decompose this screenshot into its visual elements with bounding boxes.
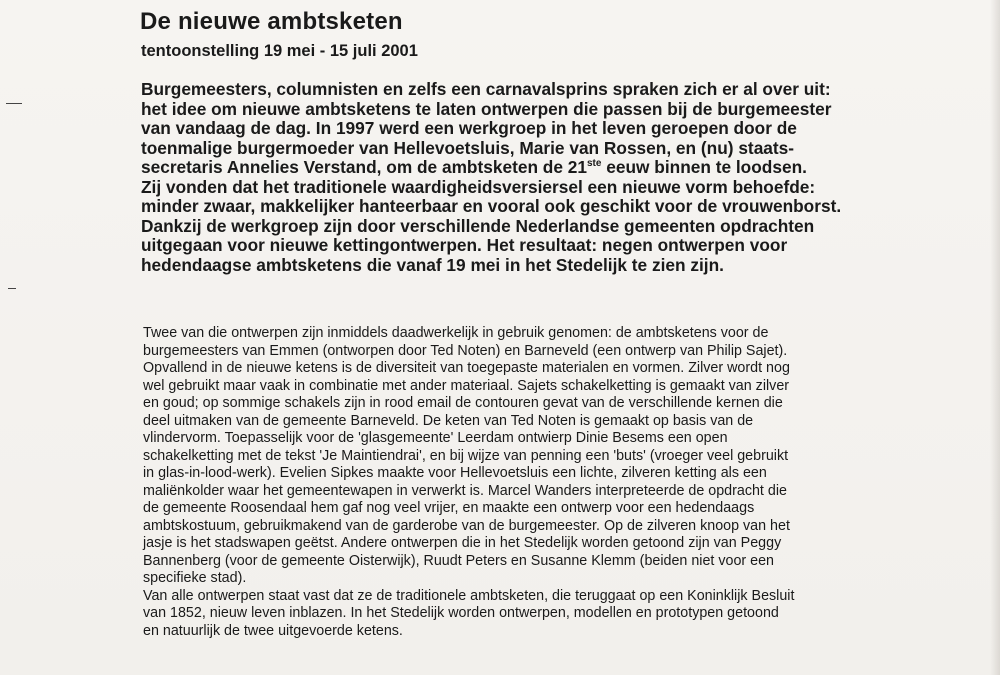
- body-line: burgemeesters van Emmen (ontworpen door Ted Noten) en Barneveld (een ontwerp van Philip Sajet).: [143, 342, 788, 359]
- lead-line: Dankzij de werkgroep zijn door verschillende Nederlandse gemeenten opdrachten: [141, 215, 815, 236]
- body-line: Twee van die ontwerpen zijn inmiddels daadwerkelijk in gebruik genomen: de ambtsketens voor de: [143, 325, 769, 341]
- body-line: deel uitmaken van de gemeente Barneveld. De keten van Ted Noten is gemaakt op basis van de: [143, 412, 754, 429]
- margin-mark: [6, 103, 22, 104]
- lead-line: [141, 158, 986, 178]
- lead-line-part: eeuw binnen te loodsen.: [601, 157, 807, 177]
- body-line: de gemeente Roosendaal hem gaf nog veel vrijer, en maakte een ontwerp voor een hedendaags: [143, 500, 755, 516]
- body-line: ambtskostuum, gebruikmakend van de garderobe van de burgemeester. Op de zilveren knoop van het: [143, 517, 790, 534]
- lead-line: hedendaagse ambtsketens die vanaf 19 mei in het Stedelijk te zien zijn.: [141, 254, 724, 275]
- lead-line: Zij vonden dat het traditionele waardigheidsversiersel een nieuwe vorm behoefde:: [141, 176, 816, 197]
- ordinal-suffix: ste: [587, 158, 602, 170]
- lead-line: toenmalige burgermoeder van Hellevoetsluis, Marie van Rossen, en (nu) staats-: [141, 137, 795, 158]
- body-line: wel gebruikt maar vaak in combinatie met ander materiaal. Sajets schakelketting is gemaakt van zilver: [143, 377, 790, 394]
- lead-line: het idee om nieuwe ambtsketens te laten ontwerpen die passen bij de burgemeester: [141, 98, 832, 119]
- body-line: en goud; op sommige schakels zijn in rood email de contouren gevat van de verschillende kernen die: [143, 395, 783, 411]
- body-line: en natuurlijk de twee uitgevoerde ketens.: [143, 622, 403, 639]
- body-line: maliënkolder waar het gemeentewapen in verwerkt is. Marcel Wanders interpreteerde de opdracht die: [143, 482, 787, 499]
- body-line: Van alle ontwerpen staat vast dat ze de traditionele ambtsketen, die teruggaat op een Koninklijk Besluit: [143, 587, 795, 604]
- body-line: Bannenberg (voor de gemeente Oisterwijk), Ruudt Peters en Susanne Klemm (beiden niet voor een: [143, 552, 775, 569]
- lead-paragraph: [141, 80, 986, 275]
- lead-line: uitgegaan voor nieuwe kettingontwerpen. Het resultaat: negen ontwerpen voor: [141, 235, 788, 255]
- lead-line: minder zwaar, makkelijker hanteerbaar en vooral ook geschikt voor de vrouwenborst.: [141, 196, 842, 216]
- lead-line-part: secretaris Annelies Verstand, om de ambtsketen de 21: [141, 157, 587, 177]
- document-subtitle: tentoonstelling 19 mei - 15 juli 2001: [141, 42, 418, 60]
- body-line: specifieke stad).: [143, 570, 247, 586]
- document-title: De nieuwe ambtsketen: [140, 8, 403, 35]
- body-line: jasje is het stadswapen geëtst. Andere ontwerpen die in het Stedelijk worden getoond zijn van Peggy: [143, 535, 782, 551]
- body-line: van 1852, nieuw leven inblazen. In het Stedelijk worden ontwerpen, modellen en prototypen getoond: [143, 605, 779, 621]
- body-line: Opvallend in de nieuwe ketens is de diversiteit van toegepaste materialen en vormen. Zilver wordt nog: [143, 360, 790, 376]
- lead-line: van vandaag de dag. In 1997 werd een werkgroep in het leven geroepen door de: [141, 118, 797, 138]
- lead-line: Burgemeesters, columnisten en zelfs een carnavalsprins spraken zich er al over uit:: [141, 79, 831, 99]
- page-edge-shadow: [990, 0, 1000, 675]
- body-line: schakelketting met de tekst 'Je Maintiendrai', en bij wijze van penning een 'buts' (vroeger veel gebruikt: [143, 447, 789, 464]
- body-line: vlindervorm. Toepasselijk voor de 'glasgemeente' Leerdam ontwierp Dinie Besems een open: [143, 430, 728, 446]
- margin-mark: [8, 288, 16, 289]
- body-line: in glas-in-lood-werk). Evelien Sipkes maakte voor Hellevoetsluis een lichte, zilveren ketting als een: [143, 465, 767, 481]
- body-paragraph: [143, 325, 988, 640]
